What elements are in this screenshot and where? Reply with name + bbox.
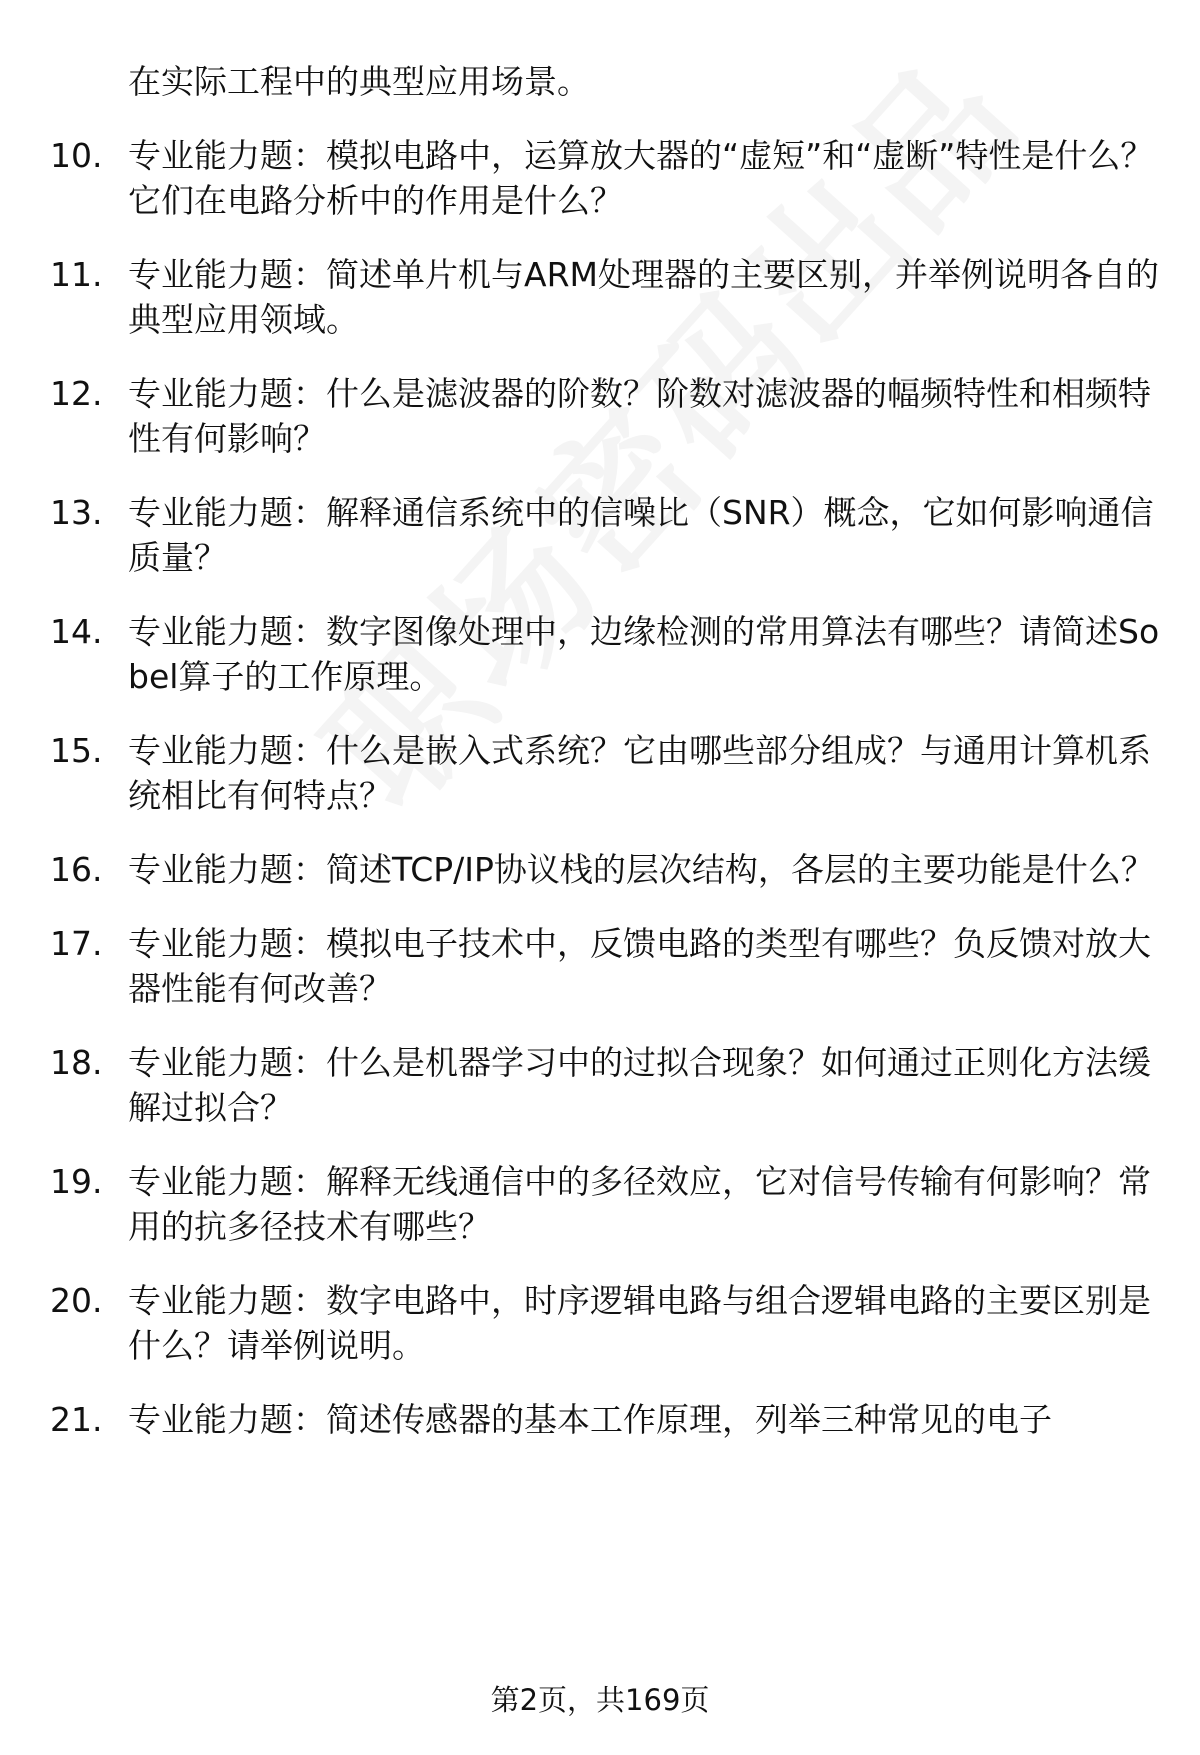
list-item	[50, 252, 1160, 342]
item-number: 11.	[50, 255, 103, 294]
item-number: 16.	[50, 850, 103, 889]
list-item	[50, 847, 1160, 892]
question-list	[50, 58, 1160, 1471]
list-item	[50, 133, 1160, 223]
item-text: 专业能力题：简述传感器的基本工作原理，列举三种常见的电子	[128, 1400, 1052, 1439]
item-text: 专业能力题：数字图像处理中，边缘检测的常用算法有哪些？请简述Sobel算子的工作原理。	[128, 612, 1160, 696]
item-text: 专业能力题：什么是嵌入式系统？它由哪些部分组成？与通用计算机系统相比有何特点？	[128, 731, 1151, 815]
item-text: 专业能力题：什么是机器学习中的过拟合现象？如何通过正则化方法缓解过拟合？	[128, 1043, 1151, 1127]
item-number: 14.	[50, 612, 103, 651]
item-text: 专业能力题：解释通信系统中的信噪比（SNR）概念，它如何影响通信质量？	[128, 493, 1154, 577]
list-item	[50, 1159, 1160, 1249]
item-text: 专业能力题：数字电路中，时序逻辑电路与组合逻辑电路的主要区别是什么？请举例说明。	[128, 1281, 1151, 1365]
item-number: 10.	[50, 136, 103, 175]
item-text: 专业能力题：解释无线通信中的多径效应，它对信号传输有何影响？常用的抗多径技术有哪些？	[128, 1162, 1151, 1246]
item-text: 专业能力题：什么是滤波器的阶数？阶数对滤波器的幅频特性和相频特性有何影响？	[128, 374, 1151, 458]
item-number: 15.	[50, 731, 103, 770]
item-number: 18.	[50, 1043, 103, 1082]
list-item	[50, 1397, 1160, 1442]
item-number: 19.	[50, 1162, 103, 1201]
item-text: 专业能力题：模拟电子技术中，反馈电路的类型有哪些？负反馈对放大器性能有何改善？	[128, 924, 1151, 1008]
list-item	[50, 1278, 1160, 1368]
item-number: 20.	[50, 1281, 103, 1320]
item-text: 专业能力题：简述TCP/IP协议栈的层次结构，各层的主要功能是什么？	[128, 850, 1154, 889]
item-number: 21.	[50, 1400, 103, 1439]
list-item	[50, 1040, 1160, 1130]
item-text: 专业能力题：简述单片机与ARM处理器的主要区别，并举例说明各自的典型应用领域。	[128, 255, 1159, 339]
item-number: 12.	[50, 374, 103, 413]
continuation-text: 在实际工程中的典型应用场景。	[128, 62, 590, 101]
page-footer: 第2页，共169页	[490, 1683, 710, 1717]
list-item	[50, 728, 1160, 818]
list-item	[50, 921, 1160, 1011]
list-item	[50, 371, 1160, 461]
item-number: 17.	[50, 924, 103, 963]
list-item	[50, 609, 1160, 699]
item-number: 13.	[50, 493, 103, 532]
item-text: 专业能力题：模拟电路中，运算放大器的“虚短”和“虚断”特性是什么？它们在电路分析中的作用是什么？	[128, 136, 1154, 220]
list-item	[50, 490, 1160, 580]
